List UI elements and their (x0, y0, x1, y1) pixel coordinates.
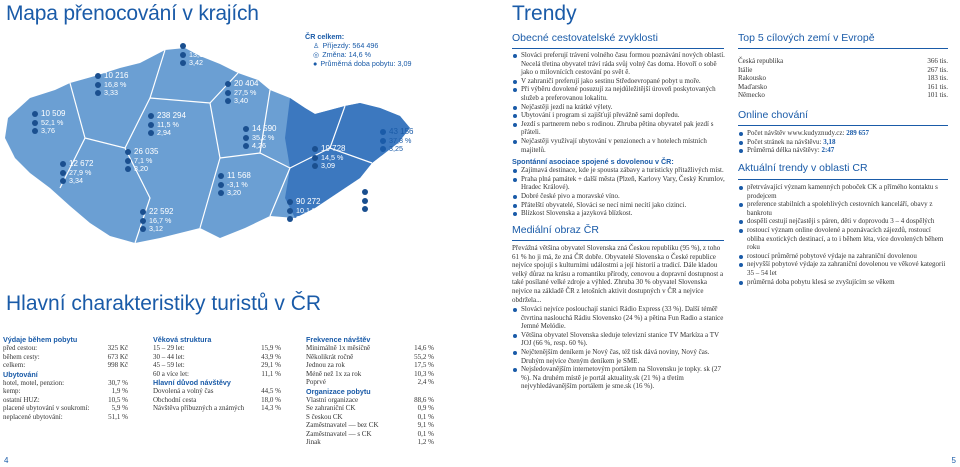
table-row: S českou CK 0,1 % (306, 412, 434, 421)
list-item: rostoucí význam online dovolené a poznávacích zájezdů, rostoucí obliba exotických destinací, a to i během léta, více dovolených během roku (738, 226, 950, 252)
table-row: Itálie 267 tis. (738, 65, 948, 74)
divider (738, 179, 948, 180)
table-row: Minimálně 1x měsíčně 14,6 % (306, 344, 434, 352)
list-item: Praha plná památek + další města (Plzeň, Karlovy Vary, Český Krumlov, Hradec Králové). (512, 175, 726, 192)
list-item: Nejčastěji jezdí na krátké výlety. (512, 103, 726, 112)
list-item: Přátelští obyvatelé, Slováci se necí nimi necítí jako cizinci. (512, 201, 726, 210)
cr-avg-stay: ● Průměrná doba pobytu: 3,09 (313, 59, 412, 68)
divider (512, 48, 724, 49)
person-icon (180, 43, 186, 49)
person-icon (95, 73, 101, 79)
change-icon (380, 138, 386, 144)
cr-change: ◎ Změna: 14,6 % (313, 50, 372, 59)
list-item: Nejčastěji využívají ubytování v penzionech a v hotelech místních majitelů. (512, 137, 726, 154)
person-icon (125, 149, 131, 155)
stay-icon (140, 226, 146, 232)
table-row: Návštěva příbuzných a známých 14,3 % (153, 404, 281, 412)
change-icon (287, 208, 293, 214)
region-3: 10 216 16,8 % 3,33 (95, 72, 128, 98)
person-icon (380, 129, 386, 135)
stay-icon (218, 190, 224, 196)
cr-total-heading: ČR celkem: (305, 32, 345, 41)
person-icon (218, 173, 224, 179)
table-row: Obchodní cesta 18,0 % (153, 395, 281, 404)
table-row: placené ubytování v soukromí: 5,9 % (3, 404, 128, 412)
table-row: Zaměstnavatel — s CK 0,1 % (306, 429, 434, 438)
stay-icon (180, 60, 186, 66)
table-row: během cesty: 673 Kč (3, 352, 128, 361)
stay-icon (95, 90, 101, 96)
page-number-left: 4 (4, 456, 9, 465)
table-row: ostatní HUZ: 10,5 % (3, 395, 128, 404)
list-item: Nejsledovanějším internetovým portálem na Slovensku je topky. sk (27 %). Na druhém místě je portál aktuality.sk (21 %) a třetím nejvyhledávanějším portálem je sme.sk (16 %). (512, 365, 726, 391)
stay-icon: ● (313, 59, 318, 68)
list-item: Nejčtenějším deníkem je Nový čas, též tisk dává noviny, Nový čas. Druhým nejvíce čteným deníkem je SME. (512, 348, 726, 365)
table-row: Rakousko 183 tis. (738, 74, 948, 82)
person-icon: ♙ (313, 41, 320, 50)
divider (512, 240, 724, 241)
region-4: 26 035 7,1 % 3,20 (125, 148, 158, 174)
table-row: Německo 101 tis. (738, 91, 948, 99)
general-section (512, 51, 726, 218)
region-12: 19 728 14,5 % 3,09 (312, 145, 345, 171)
table-row: Maďarsko 161 tis. (738, 82, 948, 91)
stay-icon (225, 98, 231, 104)
reason-title: Hlavní důvod návštěvy (153, 378, 231, 387)
top5-heading: Top 5 cílových zemí v Evropě (738, 32, 875, 44)
table-row: Česká republika 366 tis. (738, 57, 948, 65)
change-icon (125, 158, 131, 164)
age-title: Věková struktura (153, 335, 212, 344)
stay-icon (125, 166, 131, 172)
general-heading: Obecné cestovatelské zvyklosti (512, 32, 658, 44)
list-item: Počet návštěv www.kudyznudy.cz: 289 657 (738, 129, 950, 138)
region-11: 90 272 10,1 % 2,87 (287, 198, 320, 224)
divider (738, 125, 948, 126)
list-item: Slováci nejvíce poslouchají stanici Rádio Express (33 %). Další téměř čtvrtina naslouchá Rádiu Slovensko (24 %) a pětina Fun Radio a stanice Jemné Melódie. (512, 305, 726, 331)
stay-icon (60, 178, 66, 184)
cr-total-box (305, 32, 411, 68)
stay-icon (148, 130, 154, 136)
change-icon (32, 120, 38, 126)
change-icon (225, 90, 231, 96)
table-row: 45 – 59 let: 29,1 % (153, 361, 281, 369)
list-item: Slováci preferují trávení volného času formou poznávání nových oblastí. Necelá třetina obyvatel tráví ráda svůj volný čas doma. Hovoří o sobě jako o milovnících cestování po svět ě. (512, 51, 726, 77)
table-row: celkem: 998 Kč (3, 361, 128, 369)
table-row: Zaměstnavatel — bez CK 9,1 % (306, 421, 434, 429)
table-row: Jinak 1,2 % (306, 438, 434, 446)
list-item: Při výběru dovolené posuzují za nejdůležitější úroveň poskytovaných služeb a preferovanou lokalitu. (512, 85, 726, 102)
person-icon (32, 111, 38, 117)
table-row: Vlastní organizace 88,6 % (306, 395, 434, 404)
online-heading: Online chování (738, 109, 809, 121)
column-frequency-organization (306, 335, 434, 447)
table-row: Několikrát ročně 55,2 % (306, 352, 434, 361)
person-icon (60, 161, 66, 167)
table-row: Méně než 1x za rok 10,3 % (306, 369, 434, 378)
table-row: kemp: 1,9 % (3, 387, 128, 395)
stay-icon (362, 206, 368, 212)
person-icon (140, 209, 146, 215)
column-age-reason (153, 335, 281, 413)
cr-arrivals: ♙ Příjezdy: 564 496 (313, 41, 379, 50)
list-item: nejvyšší pobytové výdaje za zahraniční dovolenou ve věkové kategorii 35 – 54 let (738, 260, 950, 277)
table-row: 60 a více let: 11,1 % (153, 369, 281, 378)
list-item: rostoucí průměrné pobytové výdaje na zahraniční dovolenou (738, 252, 950, 261)
change-icon (95, 82, 101, 88)
divider (738, 48, 948, 49)
stay-icon (243, 143, 249, 149)
table-row: 15 – 29 let: 15,9 % (153, 344, 281, 352)
change-icon (218, 182, 224, 188)
media-section (512, 305, 726, 391)
change-icon (362, 198, 368, 204)
list-item: Průměrná délka návštěvy: 2:47 (738, 146, 950, 155)
change-icon (148, 122, 154, 128)
table-row: před cestou: 325 Kč (3, 344, 128, 352)
main-heading: Hlavní charakteristiky turistů v ČR (6, 292, 322, 315)
list-item: přetrvávající význam kamenných poboček CK a přímého kontaktu s prodejcem (738, 183, 950, 200)
table-row: neplacené ubytování: 51,1 % (3, 412, 128, 421)
region-13: 43 156 37,8 % 3,25 (380, 128, 413, 154)
table-row: 30 – 44 let: 43,9 % (153, 352, 281, 361)
change-icon (180, 52, 186, 58)
table-row: Se zahraniční CK 0,9 % (306, 404, 434, 412)
change-icon (60, 170, 66, 176)
page-number-right: 5 (951, 456, 956, 465)
spend-title: Výdaje během pobytu (3, 335, 78, 344)
region-10: 11 568 -3,1 % 3,20 (218, 172, 251, 198)
stay-icon (380, 146, 386, 152)
person-icon (243, 126, 249, 132)
person-icon (225, 81, 231, 87)
list-item: Blízkost Slovenska a jazyková blízkost. (512, 209, 726, 218)
list-item: Jezdí s partnerem nebo s rodinou. Zhruba pětina obyvatel pak jezdí s přáteli. (512, 120, 726, 137)
list-item: průměrná doba pobytu klesá se zvyšujícím se věkem (738, 278, 950, 287)
online-section (738, 129, 950, 155)
current-trends-heading: Aktuální trendy v oblasti CR (738, 162, 868, 174)
change-icon (140, 218, 146, 224)
media-heading: Mediální obraz ČR (512, 224, 599, 236)
region-8: 20 404 27,5 % 3,40 (225, 80, 258, 106)
media-paragraph: Převážná většina obyvatel Slovenska zná Českou republiku (95 %), z toho 61 % ho ji má, že zná ČR dobře. Obyvatelé Slovenska o České republice nejvíce spojují s kulturními událostmi a její historií a tradicí. Dále kladou velký důraz na krásu a romantiku přírody, cenovou a dopravní dostupnost a také posílané velké zdroje a výhled. Zhruba 30 % obyvatel Slovenska nejvíce na základě ČR z letošních aktivit dostupných v ČR a nejvíce obdržela... (512, 244, 724, 304)
lodging-title: Ubytování (3, 369, 38, 379)
column-spend-lodging (3, 335, 128, 421)
list-item: preference stabilních a spolehlivých cestovních kanceláří, obavy z bankrotu (738, 200, 950, 217)
assoc-heading: Spontánní asociace spojené s dovolenou v ČR: (512, 157, 674, 167)
table-row: hotel, motel, penzion: 30,7 % (3, 378, 128, 387)
list-item: Dobré české pivo a moravské víno. (512, 192, 726, 201)
change-icon (312, 155, 318, 161)
stay-icon (32, 128, 38, 134)
list-item: Většina obyvatel Slovenska sleduje televizní stanice TV Markíza a TV JOJ (66 %, resp. 60 %). (512, 331, 726, 348)
region-7: 8 609 13,1 % 3,42 (180, 42, 211, 68)
person-icon (148, 113, 154, 119)
person-icon (362, 189, 368, 195)
organization-title: Organizace pobytu (306, 386, 371, 396)
list-item: dospělí cestují nejčastěji s páren, děti v doprovodu 3 – 4 dospělých (738, 217, 950, 226)
table-row: Dovolená a volný čas 44,5 % (153, 387, 281, 395)
list-item: Počet stránek na návštěvu: 3,18 (738, 138, 950, 147)
table-row: Jednou za rok 17,5 % (306, 361, 434, 369)
current-trends-section (738, 183, 950, 286)
change-icon (243, 135, 249, 141)
list-item: Ubytování i program si zajišťují převážně sami dopředu. (512, 111, 726, 120)
trends-title: Trendy (512, 2, 577, 25)
change-icon: ◎ (313, 50, 320, 59)
list-item: Zajímavá destinace, kde je spousta zábavy a turisticky přitažlivých míst. (512, 166, 726, 175)
region-5: 238 294 11,5 % 2,94 (148, 112, 186, 138)
region-1: 10 509 52,1 % 3,76 (32, 110, 65, 136)
region-9: 14 590 35,2 % 4,26 (243, 125, 276, 151)
top5-table (738, 57, 948, 100)
frequency-title: Frekvence návštěv (306, 335, 371, 344)
page-title: Mapa přenocování v krajích (6, 2, 259, 25)
table-row: Poprvé 2,4 % (306, 378, 434, 386)
region-2: 12 672 27,9 % 3,34 (60, 160, 93, 186)
region-14: 35 851 9,3 % 3,27 (362, 188, 395, 214)
region-6: 22 592 16,7 % 3,12 (140, 208, 173, 234)
stay-icon (312, 163, 318, 169)
stay-icon (287, 216, 293, 222)
list-item: V zahraničí preferují jako sestinu Středoevropané pobyt u moře. (512, 77, 726, 86)
person-icon (287, 199, 293, 205)
person-icon (312, 146, 318, 152)
